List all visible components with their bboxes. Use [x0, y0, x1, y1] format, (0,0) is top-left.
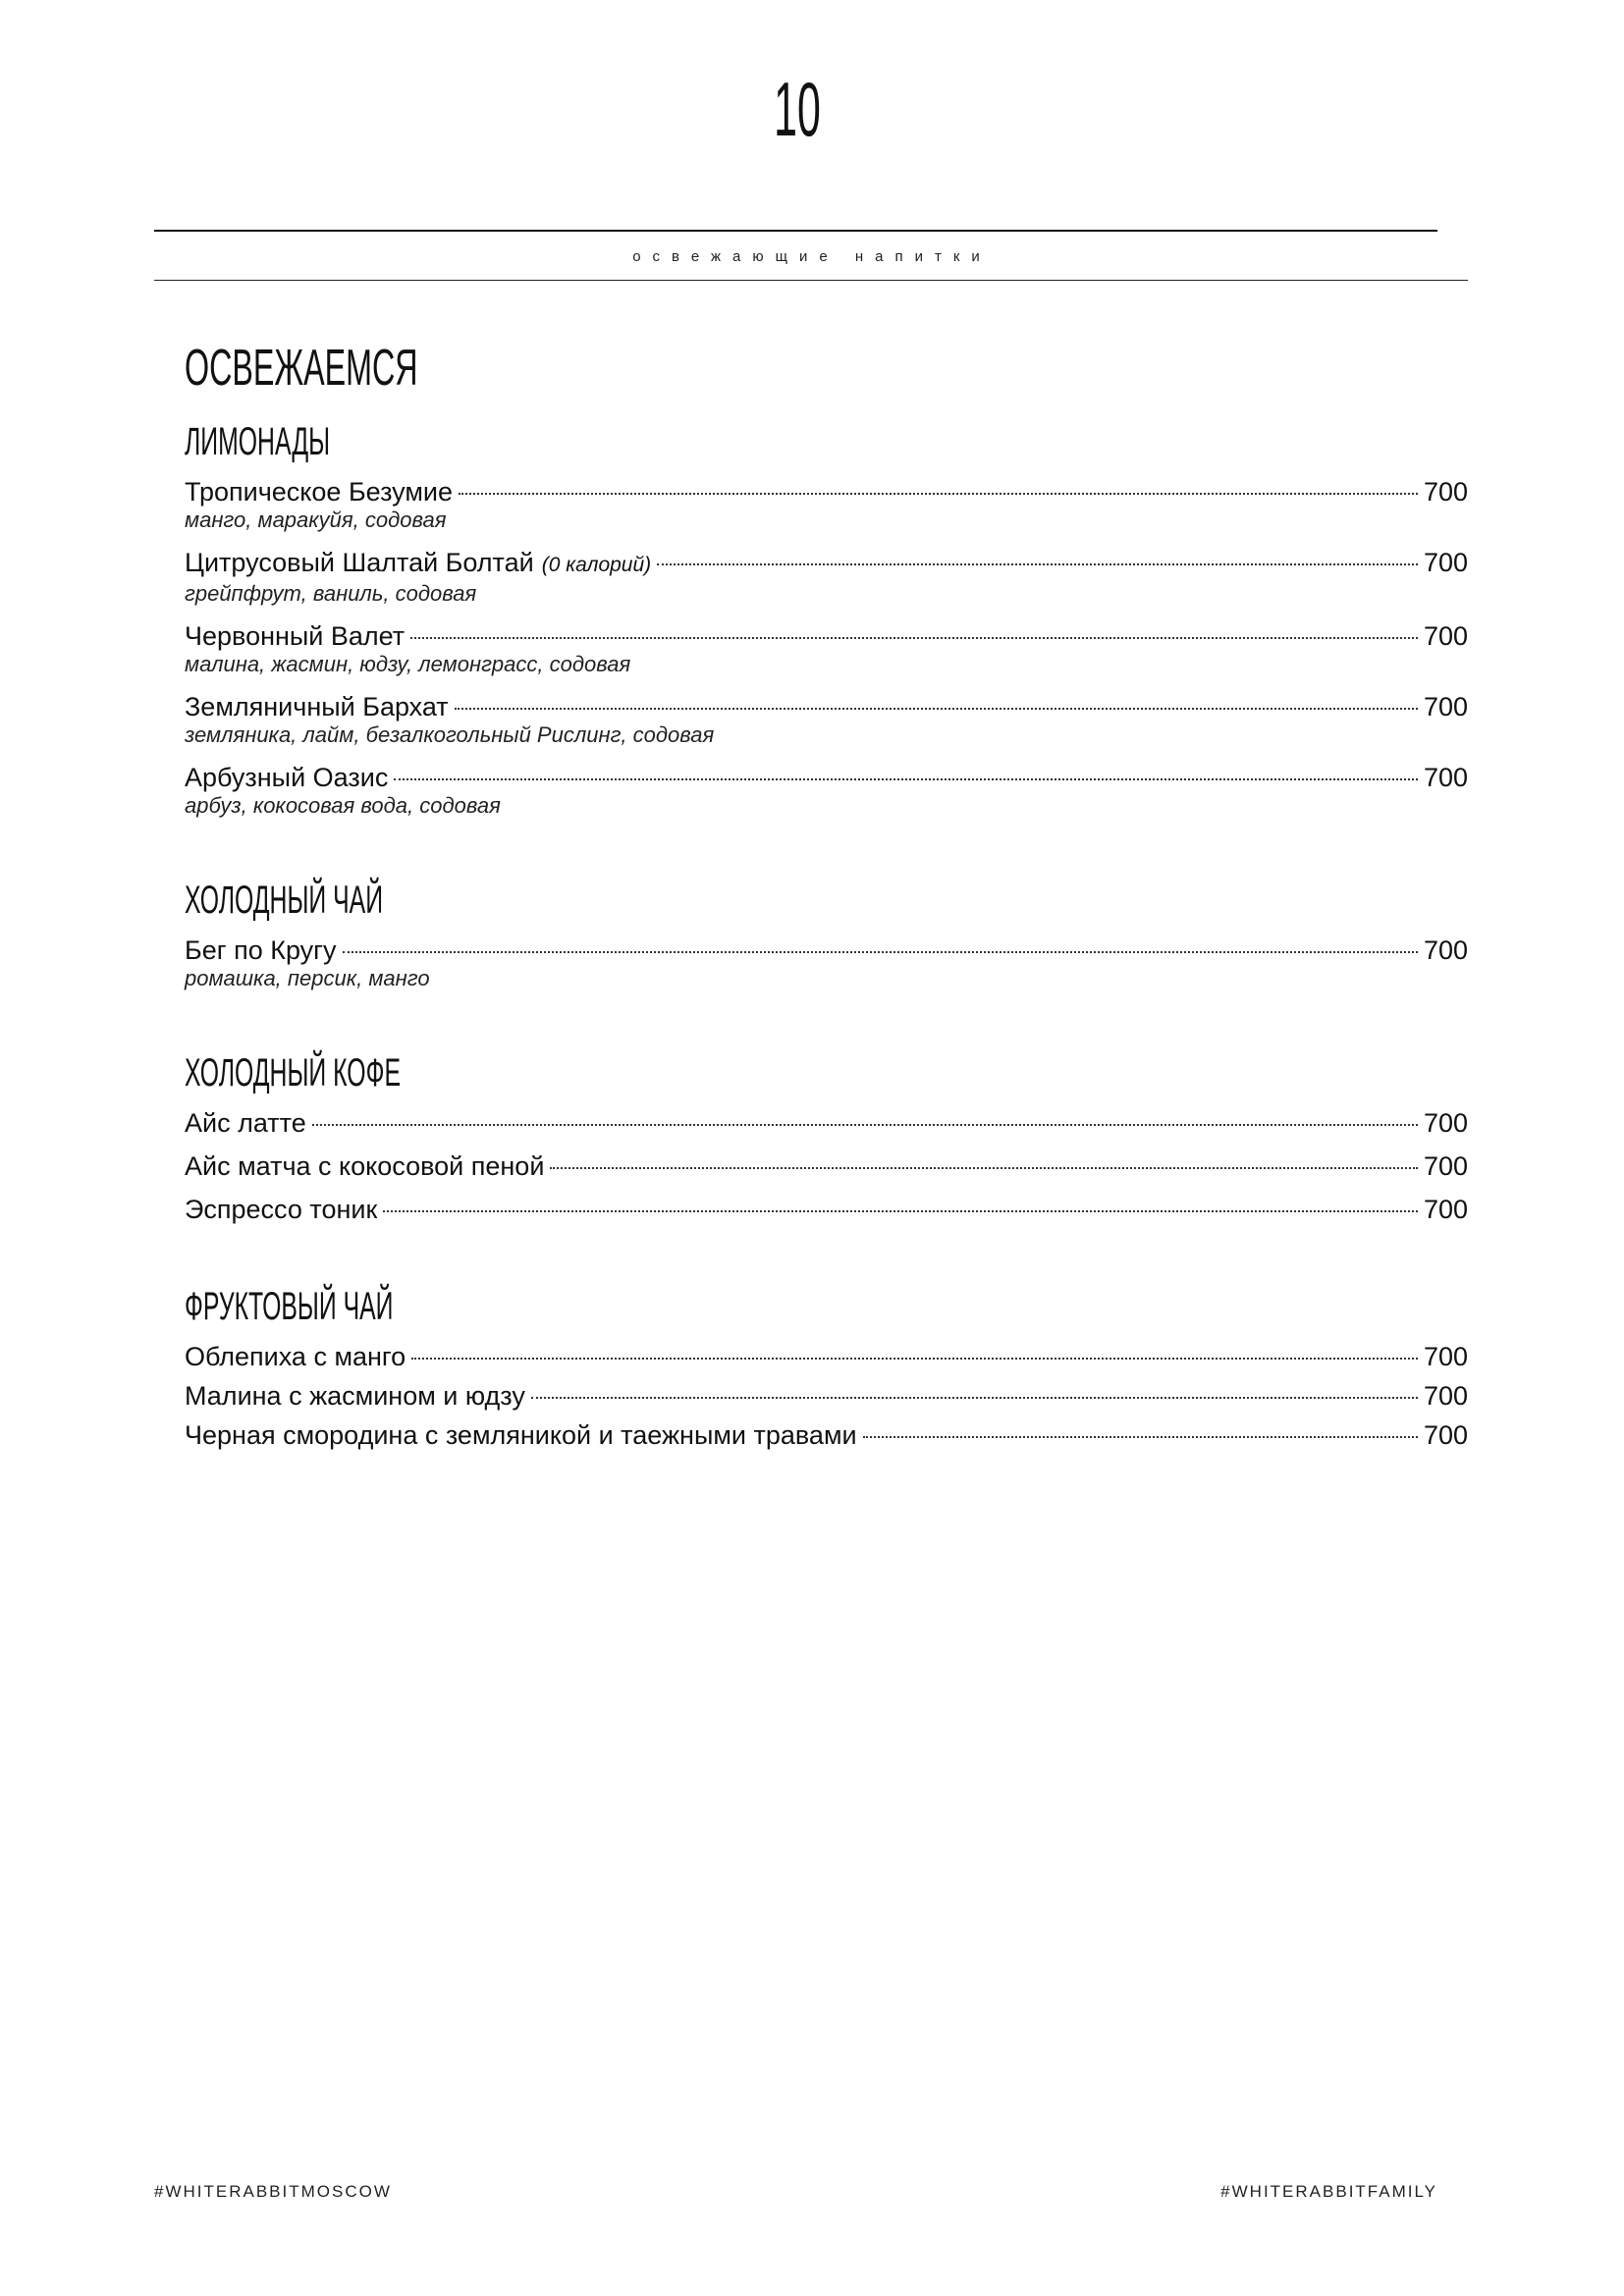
item-name: Айс матча с кокосовой пеной — [185, 1151, 545, 1181]
menu-item — [185, 1194, 1468, 1225]
dot-leader — [657, 563, 1418, 565]
item-description: манго, маракуйя, содовая — [185, 507, 447, 532]
item-price: 700 — [1423, 621, 1468, 651]
dot-leader — [550, 1167, 1418, 1169]
category-fruit-tea — [185, 1282, 1468, 1451]
dot-leader — [383, 1210, 1418, 1212]
menu-item — [185, 762, 1468, 819]
category-title: ЛИМОНАДЫ — [185, 420, 331, 463]
item-price: 700 — [1423, 548, 1468, 577]
category-title: ФРУКТОВЫЙ ЧАЙ — [185, 1285, 394, 1328]
item-price: 700 — [1423, 935, 1468, 965]
item-price: 700 — [1423, 1342, 1468, 1371]
dot-leader — [343, 951, 1418, 953]
item-price: 700 — [1423, 1195, 1468, 1224]
bottom-rule — [154, 280, 1468, 281]
category-lemonades — [185, 417, 1468, 819]
item-name: Эспрессо тоник — [185, 1195, 378, 1224]
dot-leader — [312, 1124, 1418, 1126]
dot-leader — [531, 1397, 1418, 1399]
dot-leader — [410, 637, 1418, 639]
menu-content — [185, 339, 1468, 1508]
dot-leader — [459, 493, 1418, 495]
item-description: грейпфрут, ваниль, содовая — [185, 581, 477, 606]
menu-item — [185, 934, 1468, 991]
item-description: земляника, лайм, безалкогольный Рислинг, содовая — [185, 722, 715, 747]
menu-item — [185, 691, 1468, 748]
footer-hashtag-left: #WHITERABBITMOSCOW — [154, 2182, 392, 2201]
menu-item — [185, 620, 1468, 677]
menu-item — [185, 547, 1468, 607]
menu-item — [185, 1107, 1468, 1139]
item-name: Малина с жасмином и юдзу — [185, 1381, 525, 1411]
item-note: (0 калорий) — [541, 554, 652, 576]
page-title: ОСВЕЖАЕМСЯ — [185, 340, 418, 397]
section-strip: освежающие напитки — [632, 248, 992, 265]
item-name: Айс латте — [185, 1108, 306, 1138]
category-iced-tea — [185, 876, 1468, 991]
item-name: Земляничный Бархат — [185, 692, 449, 721]
item-name: Облепиха с манго — [185, 1342, 406, 1371]
item-name: Бег по Кругу — [185, 935, 337, 965]
menu-item — [185, 476, 1468, 533]
item-name: Тропическое Безумие — [185, 477, 454, 507]
item-price: 700 — [1423, 763, 1468, 792]
footer-hashtag-right: #WHITERABBITFAMILY — [1220, 2182, 1437, 2201]
dot-leader — [863, 1436, 1418, 1438]
category-title: ХОЛОДНЫЙ КОФЕ — [185, 1051, 401, 1095]
menu-item — [185, 1150, 1468, 1182]
item-description: арбуз, кокосовая вода, содовая — [185, 793, 501, 818]
category-iced-coffee — [185, 1048, 1468, 1225]
item-name: Червонный Валет — [185, 621, 406, 651]
item-name: Цитрусовый Шалтай Болтай — [185, 548, 534, 577]
menu-item — [185, 1419, 1468, 1451]
item-description: ромашка, персик, манго — [185, 966, 430, 990]
item-name: Арбузный Оазис — [185, 763, 389, 792]
item-price: 700 — [1423, 1381, 1468, 1411]
page-number: 10 — [774, 66, 821, 152]
dot-leader — [394, 778, 1418, 780]
item-description: малина, жасмин, юдзу, лемонграсс, содовая — [185, 652, 631, 676]
category-title: ХОЛОДНЫЙ ЧАЙ — [185, 879, 384, 922]
item-price: 700 — [1423, 1420, 1468, 1450]
menu-item — [185, 1341, 1468, 1372]
item-name: Черная смородина с земляникой и таежными травами — [185, 1420, 857, 1450]
dot-leader — [455, 708, 1418, 710]
top-rule — [154, 230, 1437, 232]
menu-item — [185, 1380, 1468, 1412]
item-price: 700 — [1423, 477, 1468, 507]
item-price: 700 — [1423, 1108, 1468, 1138]
dot-leader — [411, 1358, 1418, 1360]
item-price: 700 — [1423, 1151, 1468, 1181]
item-price: 700 — [1423, 692, 1468, 721]
